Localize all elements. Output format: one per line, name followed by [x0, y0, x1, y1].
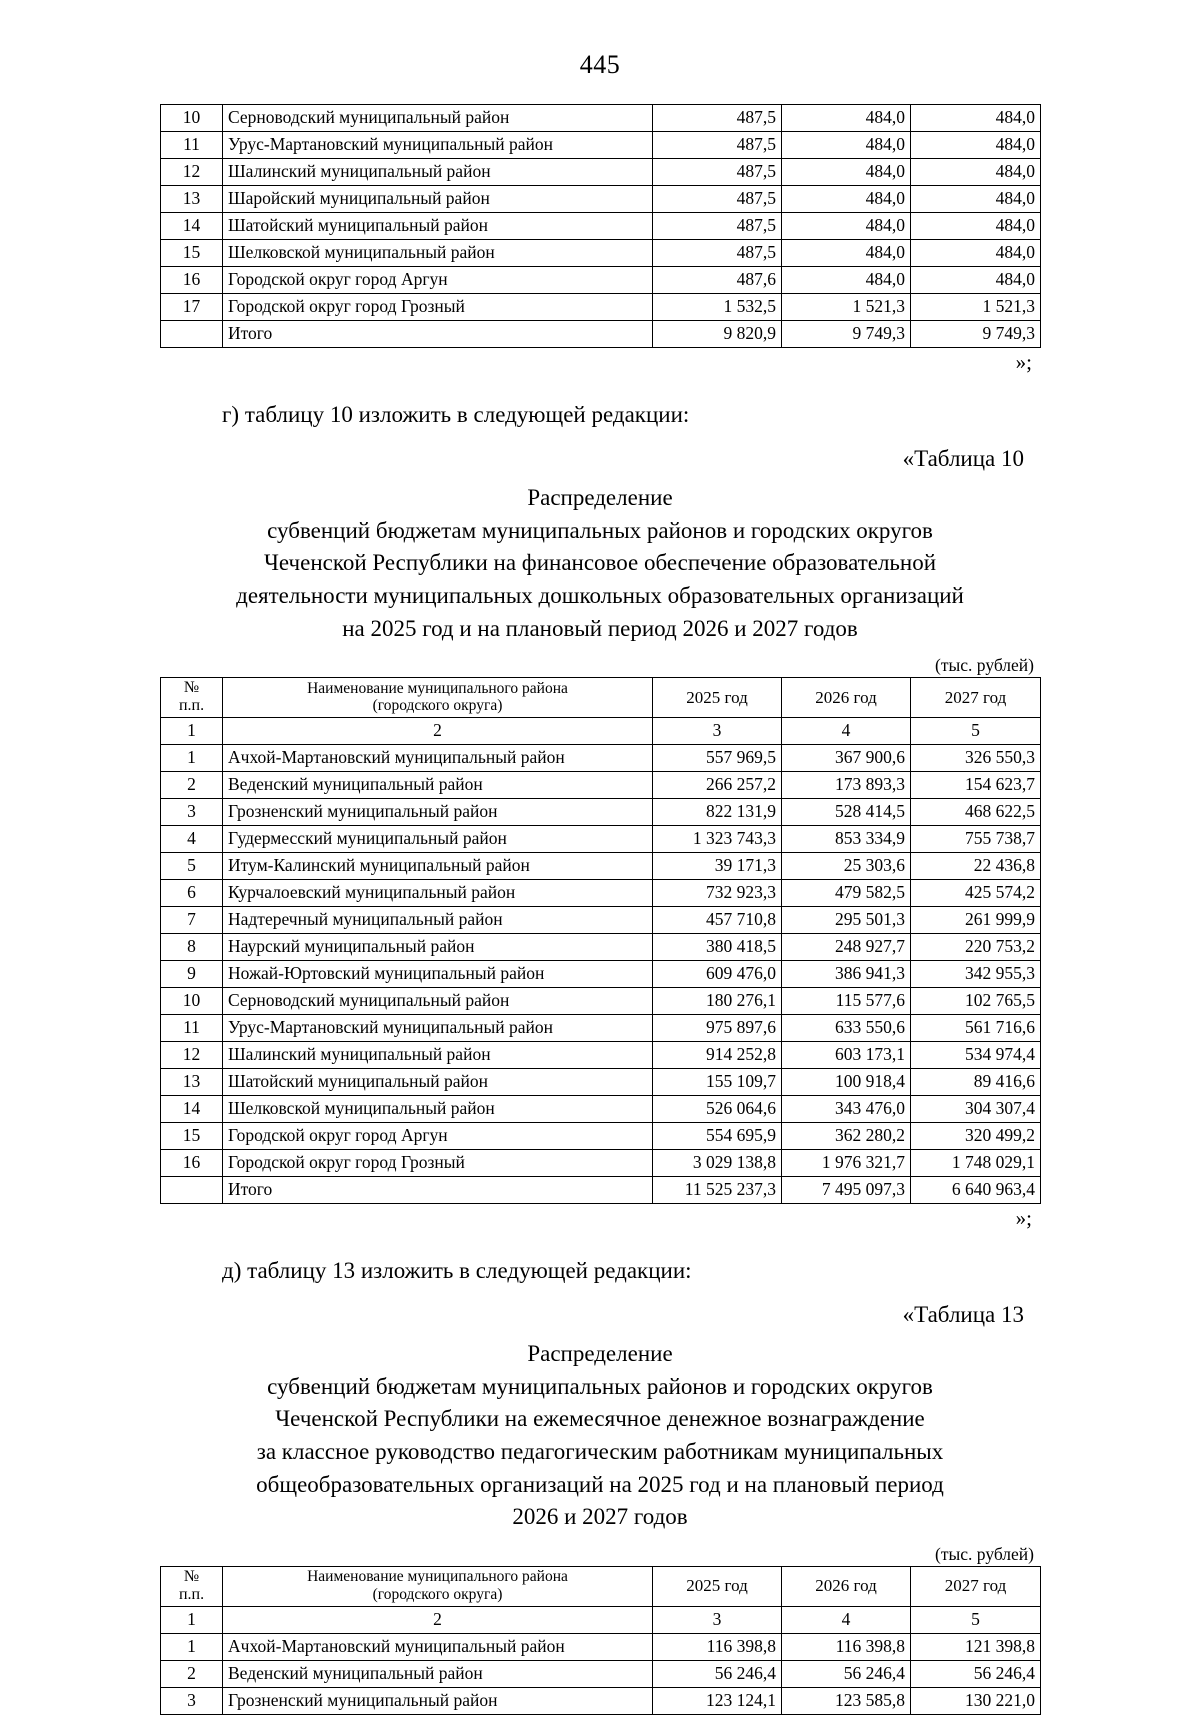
cell-2025: 975 897,6	[653, 1014, 782, 1041]
cell-num: 6	[161, 879, 223, 906]
cell-2025: 557 969,5	[653, 744, 782, 771]
cell-2026: 362 280,2	[782, 1122, 911, 1149]
cell-2026: 386 941,3	[782, 960, 911, 987]
cell-2026: 248 927,7	[782, 933, 911, 960]
cell-num: 13	[161, 1068, 223, 1095]
cell-num: 14	[161, 213, 223, 240]
cell-2027: 534 974,4	[911, 1041, 1041, 1068]
cell-2027: 484,0	[911, 267, 1041, 294]
title-line: субвенций бюджетам муниципальных районов и городских округов	[267, 1373, 933, 1399]
cell-name: Веденский муниципальный район	[223, 1660, 653, 1687]
table-13	[160, 1566, 1041, 1715]
cell-num: 9	[161, 960, 223, 987]
cell-name: Надтеречный муниципальный район	[223, 906, 653, 933]
table-row	[161, 852, 1041, 879]
cell-name: Шелковской муниципальный район	[223, 1095, 653, 1122]
cell-2027: 261 999,9	[911, 906, 1041, 933]
header-2027: 2027 год	[911, 678, 1041, 718]
cell-2025: 487,5	[653, 213, 782, 240]
title-line: Чеченской Республики на финансовое обеспечение образовательной	[263, 550, 937, 576]
table-13-title	[160, 1328, 1040, 1534]
cell-2025: 457 710,8	[653, 906, 782, 933]
cell-num	[161, 1176, 223, 1203]
cell-2025: 822 131,9	[653, 798, 782, 825]
cell-2027: 1 748 029,1	[911, 1149, 1041, 1176]
header-2026: 2026 год	[782, 1566, 911, 1606]
header-name-line1: Наименование муниципального района	[307, 1568, 568, 1586]
title-line: деятельности муниципальных дошкольных образовательных организаций	[236, 582, 964, 608]
table-row	[161, 1041, 1041, 1068]
header-2025: 2025 год	[653, 1566, 782, 1606]
cell-2027: 484,0	[911, 186, 1041, 213]
table-row	[161, 906, 1041, 933]
cell-2026: 484,0	[782, 267, 911, 294]
cell-2027: 484,0	[911, 240, 1041, 267]
table-10	[160, 677, 1041, 1204]
colnum-1: 1	[161, 717, 223, 744]
cell-name: Шалинский муниципальный район	[223, 159, 653, 186]
cell-num: 15	[161, 1122, 223, 1149]
table-continuation	[160, 104, 1041, 348]
cell-num: 8	[161, 933, 223, 960]
cell-name: Гудермесский муниципальный район	[223, 825, 653, 852]
cell-2026: 479 582,5	[782, 879, 911, 906]
colnum-5: 5	[911, 717, 1041, 744]
cell-2027: 130 221,0	[911, 1687, 1041, 1714]
cell-2025: 1 532,5	[653, 294, 782, 321]
cell-2026: 484,0	[782, 105, 911, 132]
cell-2027: 425 574,2	[911, 879, 1041, 906]
header-num-line2: п.п.	[178, 697, 205, 715]
colnum-1: 1	[161, 1606, 223, 1633]
header-name-line1: Наименование муниципального района	[307, 679, 568, 697]
page-number: 445	[579, 50, 621, 79]
cell-2025: 554 695,9	[653, 1122, 782, 1149]
cell-num: 2	[161, 1660, 223, 1687]
cell-num: 4	[161, 825, 223, 852]
cell-2026: 484,0	[782, 159, 911, 186]
cell-num: 16	[161, 267, 223, 294]
table-row	[161, 960, 1041, 987]
cell-2025: 487,5	[653, 132, 782, 159]
cell-2026: 9 749,3	[782, 321, 911, 348]
page-content	[160, 104, 1040, 1715]
cell-2025: 487,5	[653, 186, 782, 213]
cell-2025: 487,5	[653, 240, 782, 267]
header-name-line2: (городского округа)	[372, 697, 503, 715]
cell-2025: 526 064,6	[653, 1095, 782, 1122]
cell-2025: 487,5	[653, 159, 782, 186]
header-2025: 2025 год	[653, 678, 782, 718]
table-row	[161, 213, 1041, 240]
cell-num: 1	[161, 1633, 223, 1660]
cell-2026: 115 577,6	[782, 987, 911, 1014]
cell-2026: 7 495 097,3	[782, 1176, 911, 1203]
table-total-row	[161, 321, 1041, 348]
cell-2026: 56 246,4	[782, 1660, 911, 1687]
cell-2026: 528 414,5	[782, 798, 911, 825]
cell-2027: 342 955,3	[911, 960, 1041, 987]
header-num	[161, 1566, 223, 1606]
title-line: 2026 и 2027 годов	[512, 1504, 688, 1530]
cell-2027: 220 753,2	[911, 933, 1041, 960]
cell-name: Шатойский муниципальный район	[223, 213, 653, 240]
table-row	[161, 1687, 1041, 1714]
cell-name: Ачхой-Мартановский муниципальный район	[223, 744, 653, 771]
cell-2027: 326 550,3	[911, 744, 1041, 771]
cell-2025: 266 257,2	[653, 771, 782, 798]
cell-2027: 121 398,8	[911, 1633, 1041, 1660]
cell-2025: 487,6	[653, 267, 782, 294]
header-name-line2: (городского округа)	[372, 1585, 503, 1603]
table-row	[161, 240, 1041, 267]
cell-2027: 561 716,6	[911, 1014, 1041, 1041]
cell-name: Серноводский муниципальный район	[223, 987, 653, 1014]
table-row	[161, 933, 1041, 960]
cell-2025: 155 109,7	[653, 1068, 782, 1095]
table-row	[161, 1660, 1041, 1687]
table-row	[161, 294, 1041, 321]
title-line: на 2025 год и на плановый период 2026 и 2027 годов	[342, 615, 858, 641]
cell-2025: 3 029 138,8	[653, 1149, 782, 1176]
cell-2026: 123 585,8	[782, 1687, 911, 1714]
cell-name: Веденский муниципальный район	[223, 771, 653, 798]
cell-num: 16	[161, 1149, 223, 1176]
edit-instruction-g: г) таблицу 10 изложить в следующей редакции:	[222, 402, 690, 427]
cell-2027: 56 246,4	[911, 1660, 1041, 1687]
colnum-2: 2	[223, 1606, 653, 1633]
header-num-line2: п.п.	[178, 1585, 205, 1603]
table-row	[161, 105, 1041, 132]
cell-num: 11	[161, 132, 223, 159]
table-label-10: «Таблица 10	[902, 445, 1024, 471]
cell-name: Ачхой-Мартановский муниципальный район	[223, 1633, 653, 1660]
cell-num: 1	[161, 744, 223, 771]
cell-2027: 22 436,8	[911, 852, 1041, 879]
units-label-10: (тыс. рублей)	[935, 655, 1034, 676]
cell-num: 3	[161, 798, 223, 825]
cell-2026: 295 501,3	[782, 906, 911, 933]
cell-2026: 484,0	[782, 132, 911, 159]
table-row	[161, 744, 1041, 771]
table-row	[161, 267, 1041, 294]
cell-2026: 484,0	[782, 213, 911, 240]
cell-name: Городской округ город Аргун	[223, 267, 653, 294]
table-row	[161, 879, 1041, 906]
cell-2025: 914 252,8	[653, 1041, 782, 1068]
cell-num: 10	[161, 987, 223, 1014]
title-line: Распределение	[527, 484, 673, 510]
cell-num: 15	[161, 240, 223, 267]
cell-2025: 732 923,3	[653, 879, 782, 906]
cell-2025: 180 276,1	[653, 987, 782, 1014]
cell-2027: 484,0	[911, 213, 1041, 240]
colnum-3: 3	[653, 1606, 782, 1633]
closing-quote-top: »;	[1015, 350, 1032, 374]
cell-2026: 367 900,6	[782, 744, 911, 771]
edit-instruction-d: д) таблицу 13 изложить в следующей редакции:	[222, 1257, 692, 1283]
table-row	[161, 1014, 1041, 1041]
cell-2026: 343 476,0	[782, 1095, 911, 1122]
cell-num: 3	[161, 1687, 223, 1714]
cell-2027: 154 623,7	[911, 771, 1041, 798]
table-row	[161, 1149, 1041, 1176]
cell-2027: 484,0	[911, 159, 1041, 186]
cell-2026: 100 918,4	[782, 1068, 911, 1095]
cell-2027: 9 749,3	[911, 321, 1041, 348]
table-row	[161, 1068, 1041, 1095]
colnum-4: 4	[782, 717, 911, 744]
cell-2027: 320 499,2	[911, 1122, 1041, 1149]
table-row	[161, 1633, 1041, 1660]
cell-2027: 468 622,5	[911, 798, 1041, 825]
cell-2025: 1 323 743,3	[653, 825, 782, 852]
cell-2027: 304 307,4	[911, 1095, 1041, 1122]
table-row	[161, 132, 1041, 159]
table-row	[161, 1095, 1041, 1122]
cell-2025: 11 525 237,3	[653, 1176, 782, 1203]
cell-2026: 1 976 321,7	[782, 1149, 911, 1176]
cell-name: Шатойский муниципальный район	[223, 1068, 653, 1095]
header-num-line1: №	[183, 679, 200, 697]
cell-num: 10	[161, 105, 223, 132]
cell-2027: 484,0	[911, 132, 1041, 159]
cell-2025: 9 820,9	[653, 321, 782, 348]
title-line: за классное руководство педагогическим работникам муниципальных	[256, 1438, 944, 1464]
cell-num: 11	[161, 1014, 223, 1041]
cell-num: 14	[161, 1095, 223, 1122]
cell-2027: 1 521,3	[911, 294, 1041, 321]
table-total-row	[161, 1176, 1041, 1203]
table-header-row	[161, 1566, 1041, 1606]
header-2026: 2026 год	[782, 678, 911, 718]
cell-name: Грозненский муниципальный район	[223, 1687, 653, 1714]
cell-name: Ножай-Юртовский муниципальный район	[223, 960, 653, 987]
cell-2026: 173 893,3	[782, 771, 911, 798]
header-name	[223, 678, 653, 718]
cell-2025: 39 171,3	[653, 852, 782, 879]
cell-num: 17	[161, 294, 223, 321]
cell-2025: 609 476,0	[653, 960, 782, 987]
cell-2026: 853 334,9	[782, 825, 911, 852]
cell-2026: 603 173,1	[782, 1041, 911, 1068]
cell-num: 2	[161, 771, 223, 798]
units-label-13: (тыс. рублей)	[935, 1543, 1034, 1564]
cell-name: Итум-Калинский муниципальный район	[223, 852, 653, 879]
header-2027: 2027 год	[911, 1566, 1041, 1606]
cell-2025: 487,5	[653, 105, 782, 132]
cell-num	[161, 321, 223, 348]
header-num-line1: №	[183, 1567, 200, 1585]
cell-num: 12	[161, 159, 223, 186]
cell-name: Грозненский муниципальный район	[223, 798, 653, 825]
table-row	[161, 771, 1041, 798]
cell-2026: 484,0	[782, 186, 911, 213]
cell-2027: 6 640 963,4	[911, 1176, 1041, 1203]
title-line: Распределение	[527, 1340, 673, 1366]
cell-name: Шаройский муниципальный район	[223, 186, 653, 213]
cell-name: Серноводский муниципальный район	[223, 105, 653, 132]
cell-total-label: Итого	[223, 321, 653, 348]
colnum-3: 3	[653, 717, 782, 744]
table-row	[161, 987, 1041, 1014]
cell-name: Урус-Мартановский муниципальный район	[223, 132, 653, 159]
cell-2027: 89 416,6	[911, 1068, 1041, 1095]
title-line: общеобразовательных организаций на 2025 год и на плановый период	[256, 1471, 944, 1497]
colnum-2: 2	[223, 717, 653, 744]
cell-num: 7	[161, 906, 223, 933]
table-column-numbering-row	[161, 717, 1041, 744]
title-line: субвенций бюджетам муниципальных районов и городских округов	[267, 517, 933, 543]
cell-num: 13	[161, 186, 223, 213]
cell-num: 12	[161, 1041, 223, 1068]
cell-name: Шелковской муниципальный район	[223, 240, 653, 267]
cell-2025: 56 246,4	[653, 1660, 782, 1687]
table-10-title	[160, 472, 1040, 645]
cell-2025: 380 418,5	[653, 933, 782, 960]
cell-total-label: Итого	[223, 1176, 653, 1203]
cell-num: 5	[161, 852, 223, 879]
table-row	[161, 186, 1041, 213]
table-column-numbering-row	[161, 1606, 1041, 1633]
cell-2027: 755 738,7	[911, 825, 1041, 852]
cell-2026: 1 521,3	[782, 294, 911, 321]
cell-2027: 484,0	[911, 105, 1041, 132]
cell-name: Городской округ город Грозный	[223, 1149, 653, 1176]
cell-2026: 484,0	[782, 240, 911, 267]
header-num	[161, 678, 223, 718]
cell-2026: 116 398,8	[782, 1633, 911, 1660]
cell-2025: 116 398,8	[653, 1633, 782, 1660]
table-row	[161, 159, 1041, 186]
cell-name: Урус-Мартановский муниципальный район	[223, 1014, 653, 1041]
title-line: Чеченской Республики на ежемесячное денежное вознаграждение	[275, 1406, 925, 1432]
cell-name: Наурский муниципальный район	[223, 933, 653, 960]
cell-2026: 633 550,6	[782, 1014, 911, 1041]
cell-2025: 123 124,1	[653, 1687, 782, 1714]
header-name	[223, 1566, 653, 1606]
cell-2026: 25 303,6	[782, 852, 911, 879]
table-header-row	[161, 678, 1041, 718]
colnum-4: 4	[782, 1606, 911, 1633]
cell-2027: 102 765,5	[911, 987, 1041, 1014]
table-row	[161, 1122, 1041, 1149]
cell-name: Городской округ город Грозный	[223, 294, 653, 321]
colnum-5: 5	[911, 1606, 1041, 1633]
cell-name: Курчалоевский муниципальный район	[223, 879, 653, 906]
cell-name: Городской округ город Аргун	[223, 1122, 653, 1149]
table-label-13: «Таблица 13	[902, 1301, 1024, 1327]
table-row	[161, 798, 1041, 825]
closing-quote-10: »;	[1015, 1205, 1032, 1230]
table-row	[161, 825, 1041, 852]
cell-name: Шалинский муниципальный район	[223, 1041, 653, 1068]
